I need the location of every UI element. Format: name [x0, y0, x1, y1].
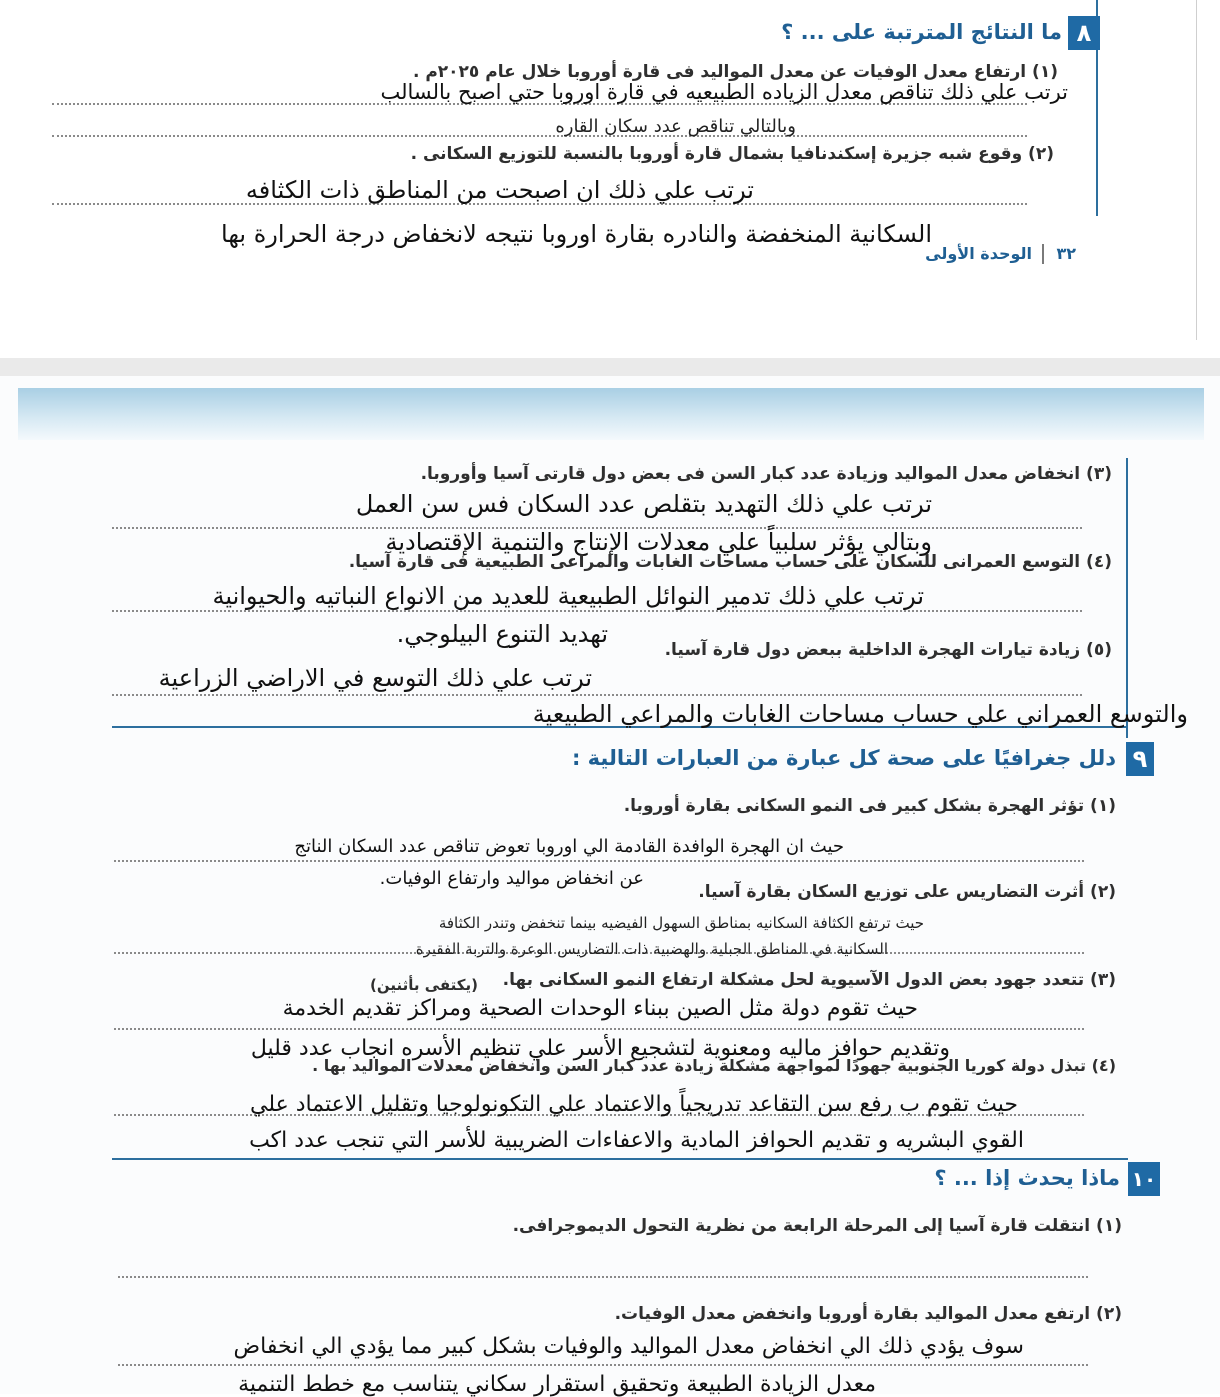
answer-8-1-line-2: وبالتالي تناقص عدد سكان القاره	[555, 116, 796, 137]
answer-9-2-line-2: السكانية في المناطق الجبلية والهضبية ذات التضاريس الوعرة والتربة الفقيرة	[415, 940, 888, 958]
section-10-badge: ١٠	[1128, 1162, 1160, 1196]
question-8-1: (١) ارتفاع معدل الوفيات عن معدل المواليد فى قارة أوروبا خلال عام ٢٠٢٥م .	[412, 62, 1058, 82]
question-9-2: (٢) أثرت التضاريس على توزيع السكان بقارة آسيا.	[698, 882, 1116, 902]
footer-page-number: ٣٢	[1056, 244, 1076, 263]
note-choose-two: (يكتفى بأثنين)	[369, 976, 478, 994]
answer-9-4-line-2: القوي البشريه و تقديم الحوافز المادية والاعفاءات الضريبية للأسر التي تنجب عدد اكب	[249, 1128, 1024, 1153]
answer-8-2-line-1: ترتب علي ذلك ان اصبحت من المناطق ذات الكثافه	[245, 176, 754, 204]
answer-line	[112, 610, 1082, 612]
page-header-band	[18, 388, 1204, 440]
answer-8-5-line-2: والتوسع العمراني علي حساب مساحات الغابات والمراعي الطبيعية	[532, 700, 1188, 728]
answer-9-3-line-1: حيث تقوم دولة مثل الصين ببناء الوحدات الصحية ومراكز تقديم الخدمة	[282, 996, 918, 1021]
answer-10-2-line-1: سوف يؤدي ذلك الي انخفاض معدل المواليد والوفيات بشكل كبير مما يؤدي الي انخفاض	[233, 1334, 1024, 1359]
page-separator	[0, 358, 1220, 376]
answer-9-2-line-1: حيث ترتفع الكثافة السكانيه بمناطق السهول الفيضيه بينما تنخفض وتندر الكثافة	[438, 914, 924, 932]
answer-line	[52, 135, 1027, 137]
answer-line	[114, 860, 1084, 862]
answer-9-3-line-2: وتقديم حوافز ماليه ومعنوية لتشجيع الأسر علي تنظيم الأسره انجاب عدد قليل	[250, 1036, 950, 1061]
answer-line	[112, 694, 1082, 696]
question-8-4: (٤) التوسع العمرانى للسكان على حساب مساحات الغابات والمراعى الطبيعية فى قارة آسيا.	[348, 552, 1112, 572]
section-9-badge: ٩	[1126, 742, 1154, 776]
section-8-title: ما النتائج المترتبة على ... ؟	[781, 20, 1062, 44]
question-8-5: (٥) زيادة تيارات الهجرة الداخلية ببعض دول قارة آسيا.	[664, 640, 1112, 660]
question-9-4: (٤) تبذل دولة كوريا الجنوبية جهودًا لمواجهة مشكلة زيادة عدد كبار السن وانخفاض معدلات المواليد بها .	[312, 1056, 1116, 1075]
answer-8-4-line-2: تهديد التنوع البيلوجي.	[396, 620, 608, 648]
page-edge	[1196, 0, 1197, 340]
answer-9-1-line-1: حيث ان الهجرة الوافدة القادمة الي اوروبا تعوض تناقص عدد السكان الناتج	[294, 836, 844, 857]
top-page-scan	[0, 0, 1220, 358]
answer-line	[114, 1028, 1084, 1030]
answer-8-2-line-2: السكانية المنخفضة والنادره بقارة اوروبا نتيجه لانخفاض درجة الحرارة بها	[221, 220, 932, 248]
section-8-badge: ٨	[1068, 16, 1100, 50]
answer-8-3-line-2: وبتالي يؤثر سلبياً علي معدلات الإنتاج والتنمية الإقتصادية	[385, 528, 932, 556]
answer-line	[118, 1276, 1088, 1278]
answer-9-1-line-2: عن انخفاض مواليد وارتفاع الوفيات.	[379, 868, 644, 889]
answer-10-2-line-2: معدل الزيادة الطبيعة وتحقيق استقرار سكاني يتناسب مع خطط التنمية	[238, 1372, 876, 1397]
question-9-1: (١) تؤثر الهجرة بشكل كبير فى النمو السكانى بقارة أوروبا.	[623, 796, 1116, 816]
question-10-2: (٢) ارتفع معدل المواليد بقارة أوروبا وانخفض معدل الوفيات.	[614, 1304, 1122, 1324]
question-10-1: (١) انتقلت قارة آسيا إلى المرحلة الرابعة من نظرية التحول الديموجرافى.	[512, 1216, 1122, 1236]
answer-8-1-line-1: ترتب علي ذلك تناقص معدل الزياده الطبيعيه في قارة اوروبا حتي اصبح بالسالب	[380, 80, 1068, 104]
question-8-2: (٢) وقوع شبه جزيرة إسكندنافيا بشمال قارة أوروبا بالنسبة للتوزيع السكانى .	[410, 144, 1054, 164]
section-10-title: ماذا يحدث إذا ... ؟	[934, 1166, 1120, 1190]
footer-divider	[1042, 244, 1044, 264]
section-9-title: دلل جغرافيًا على صحة كل عبارة من العبارات التالية :	[571, 746, 1116, 770]
answer-8-3-line-1: ترتب علي ذلك التهديد بتقلص عدد السكان فس سن العمل	[355, 490, 932, 518]
section-rule	[1126, 458, 1128, 738]
answer-line	[118, 1364, 1088, 1366]
footer-unit-title: الوحدة الأولى	[925, 244, 1032, 263]
question-8-3: (٣) انخفاض معدل المواليد وزيادة عدد كبار السن فى بعض دول قارتى آسيا وأوروبا.	[420, 464, 1112, 484]
answer-8-5-line-1: ترتب علي ذلك التوسع في الاراضي الزراعية	[158, 664, 592, 692]
question-9-3: (٣) تتعدد جهود بعض الدول الآسيوية لحل مشكلة ارتفاع النمو السكانى بها.	[502, 970, 1116, 990]
answer-8-4-line-1: ترتب علي ذلك تدمير النوائل الطبيعية للعديد من الانواع النباتيه والحيوانية	[212, 582, 924, 610]
section-divider	[112, 1158, 1128, 1160]
answer-9-4-line-1: حيث تقوم ب رفع سن التقاعد تدريجياً والاعتماد علي التكونولوجيا وتقليل الاعتماد علي	[250, 1092, 1018, 1117]
